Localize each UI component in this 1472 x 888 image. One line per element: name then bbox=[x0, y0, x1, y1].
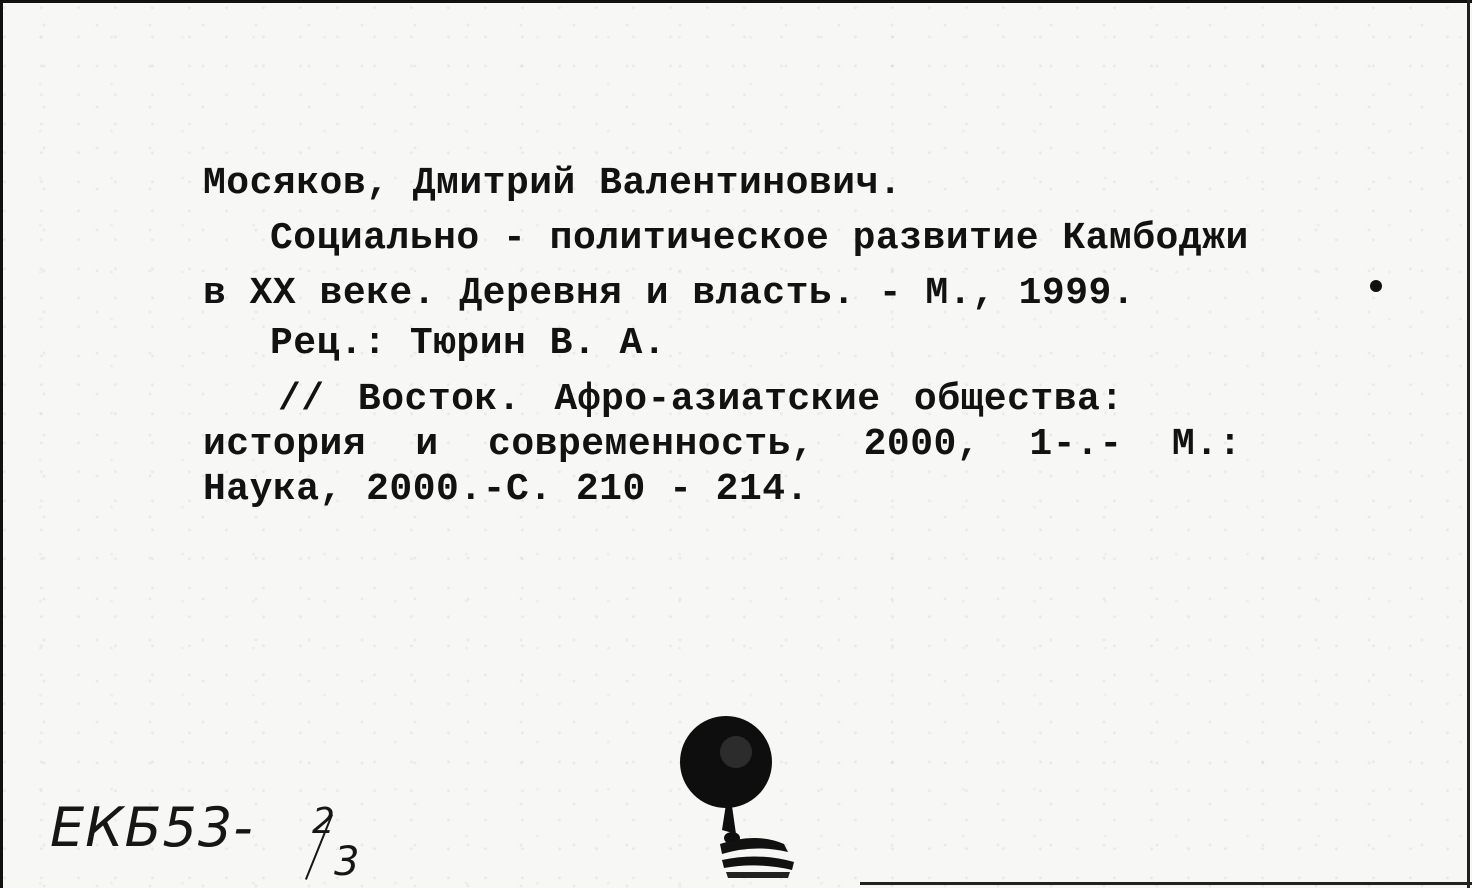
review-line: Рец.: Тюрин В. А. bbox=[270, 322, 667, 365]
author-line: Мосяков, Дмитрий Валентинович. bbox=[203, 162, 903, 205]
shelf-mark-code: ЕКБ53- bbox=[50, 796, 254, 859]
card-left-border bbox=[0, 0, 3, 888]
card-top-border bbox=[0, 0, 1472, 3]
publisher-pages-line: Наука, 2000.-С. 210 - 214. bbox=[203, 468, 809, 511]
card-right-border bbox=[1467, 0, 1470, 888]
punch-hole-icon bbox=[666, 712, 806, 882]
source-line: // Восток. Афро-азиатские общества: bbox=[278, 378, 1124, 421]
shelf-mark-numerator: 2 bbox=[312, 801, 335, 842]
title-continuation-line: в XX веке. Деревня и власть. - М., 1999. bbox=[203, 272, 1136, 315]
card-bottom-border bbox=[860, 882, 1472, 885]
bullet-dot-icon bbox=[1370, 280, 1382, 292]
source-details-line: история и современность, 2000, 1-.- М.: bbox=[203, 423, 1242, 466]
title-line: Социально - политическое развитие Камбоджи bbox=[270, 217, 1249, 260]
shelf-mark-denominator: 3 bbox=[334, 839, 360, 885]
